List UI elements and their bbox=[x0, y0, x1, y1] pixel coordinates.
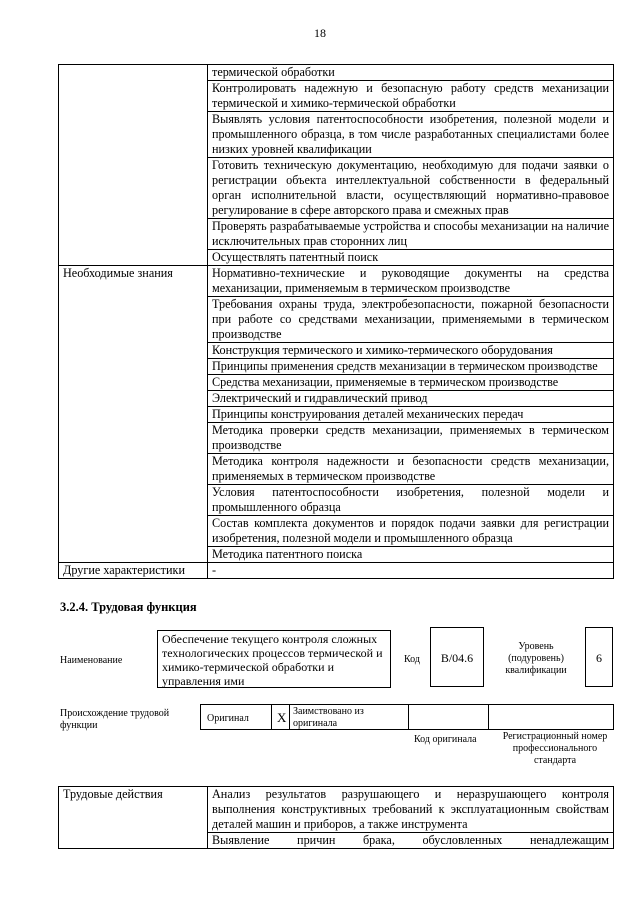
row-label: Необходимые знания bbox=[59, 266, 208, 563]
action-row: Анализ результатов разрушающего и неразрушающего контроля выполнения конструктивных требований к эксплуатационным свойствам деталей машин и приборов, а также инструмента bbox=[208, 787, 614, 833]
row-text: Выявлять условия патентоспособности изобретения, полезной модели и промышленного образца, в том числе разработанных специалистами более низких уровней квалификации bbox=[208, 112, 614, 158]
row-text: Средства механизации, применяемые в термическом производстве bbox=[208, 375, 614, 391]
section-heading: 3.2.4. Трудовая функция bbox=[60, 600, 197, 614]
original-mark: X bbox=[277, 710, 287, 725]
code-value: В/04.6 bbox=[430, 627, 484, 687]
row-text: Состав комплекта документов и порядок подачи заявки для регистрации изобретения, полезной модели и промышленного образца bbox=[208, 516, 614, 547]
row-text: Методика контроля надежности и безопасности средств механизации, применяемых в термическом производстве bbox=[208, 454, 614, 485]
code-original-label: Код оригинала bbox=[414, 734, 477, 745]
borrowed-label: Заимствовано из оригинала bbox=[293, 706, 364, 729]
name-label: Наименование bbox=[60, 655, 123, 666]
row-text: Конструкция термического и химико-термического оборудования bbox=[208, 343, 614, 359]
actions-table bbox=[58, 786, 614, 849]
row-text: Электрический и гидравлический привод bbox=[208, 391, 614, 407]
origin-box bbox=[200, 704, 614, 730]
level-label: Уровень (подуровень) квалификации bbox=[505, 641, 567, 676]
function-name-value: Обеспечение текущего контроля сложных технологических процессов термической и химико-термической обработки и управления ими bbox=[157, 630, 391, 688]
row-label: Другие характеристики bbox=[59, 563, 208, 579]
row-text: Методика патентного поиска bbox=[208, 547, 614, 563]
row-text: Требования охраны труда, электробезопасности, пожарной безопасности при работе со средствами механизации, применяемыми в термическом производстве bbox=[208, 297, 614, 343]
level-value: 6 bbox=[585, 627, 613, 687]
table-row bbox=[59, 266, 614, 297]
original-label: Оригинал bbox=[207, 713, 249, 724]
row-text: Методика проверки средств механизации, применяемых в термическом производстве bbox=[208, 423, 614, 454]
origin-label: Происхождение трудовой функции bbox=[60, 708, 170, 731]
requirements-table bbox=[58, 64, 614, 579]
row-text: Нормативно-технические и руководящие документы на средства механизации, применяемым в термическом производстве bbox=[208, 266, 614, 297]
code-label: Код bbox=[404, 654, 420, 665]
row-text: Принципы конструирования деталей механических передач bbox=[208, 407, 614, 423]
table-row bbox=[59, 65, 614, 81]
row-text: Принципы применения средств механизации в термическом производстве bbox=[208, 359, 614, 375]
row-label bbox=[59, 65, 208, 266]
row-text: Контролировать надежную и безопасную работу средств механизации термической и химико-термической обработки bbox=[208, 81, 614, 112]
page-number: 18 bbox=[314, 26, 326, 40]
row-text: Проверять разрабатываемые устройства и способы механизации на наличие исключительных прав сторонних лиц bbox=[208, 219, 614, 250]
row-text: - bbox=[208, 563, 614, 579]
row-text: Условия патентоспособности изобретения, полезной модели и промышленного образца bbox=[208, 485, 614, 516]
actions-label: Трудовые действия bbox=[59, 787, 208, 849]
reg-number-label: Регистрационный номер профессионального стандарта bbox=[502, 731, 608, 766]
row-text: термической обработки bbox=[208, 65, 614, 81]
row-text: Осуществлять патентный поиск bbox=[208, 250, 614, 266]
row-text: Готовить техническую документацию, необходимую для подачи заявки о регистрации объекта интеллектуальной собственности в федеральный орган исполнительной власти, осуществляющий нормативно-правовое регулирование в сфере авторского права и смежных прав bbox=[208, 158, 614, 219]
action-row: Выявление причин брака, обусловленных ненадлежащим bbox=[208, 833, 614, 849]
table-row bbox=[59, 563, 614, 579]
